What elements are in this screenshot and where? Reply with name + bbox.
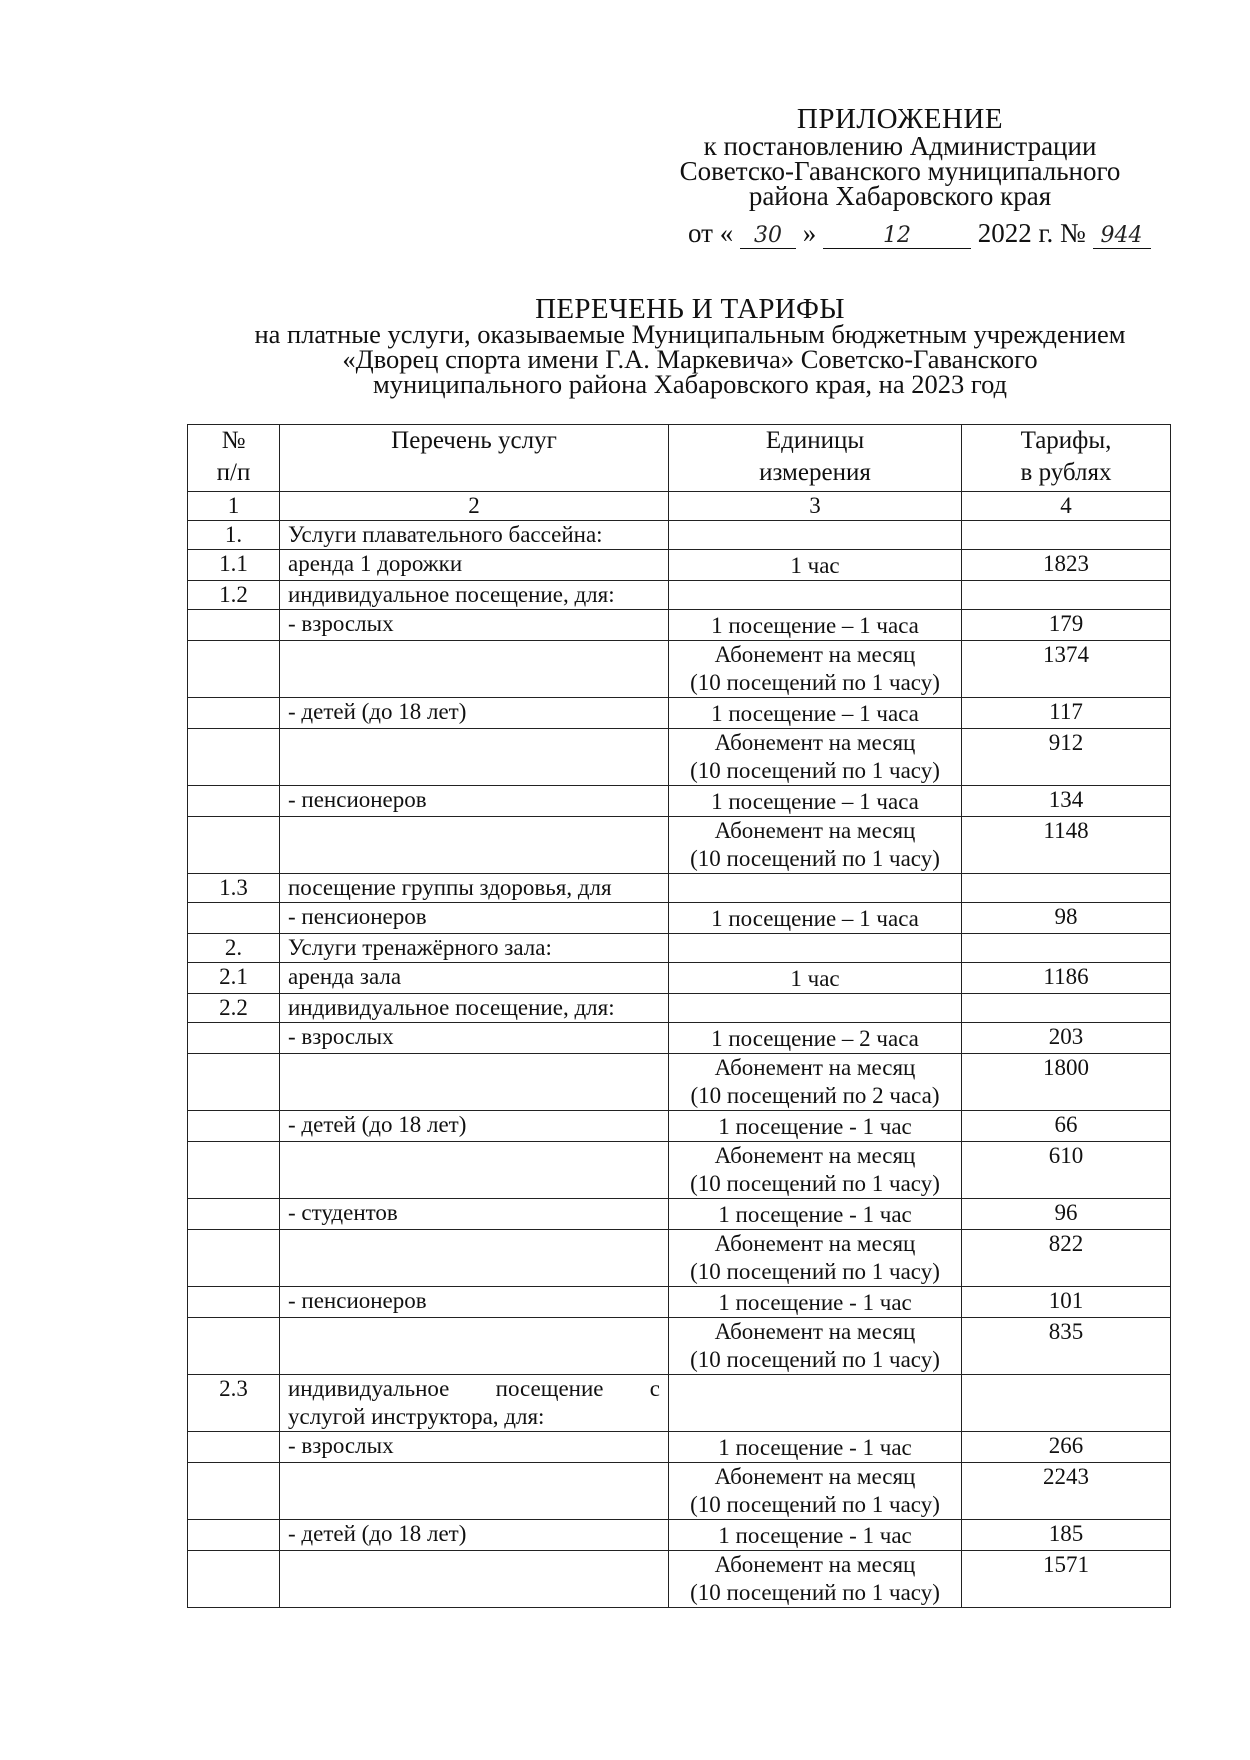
row-number	[188, 1023, 280, 1054]
row-number	[188, 1230, 280, 1287]
table-row	[188, 1142, 1171, 1199]
unit-of-measure: 1 час	[669, 550, 962, 581]
row-number	[188, 641, 280, 698]
service-name	[280, 1054, 669, 1111]
unit-line: Абонемент на месяц	[714, 1231, 916, 1256]
unit-of-measure: 1 посещение – 1 часа	[669, 698, 962, 729]
table-row	[188, 1111, 1171, 1142]
resolution-dateline	[688, 218, 1151, 249]
column-index: 4	[962, 492, 1171, 521]
table-row	[188, 1199, 1171, 1230]
row-number	[188, 786, 280, 817]
row-number: 1.	[188, 521, 280, 550]
appendix-block	[640, 104, 1160, 209]
unit-of-measure	[669, 641, 962, 698]
row-number	[188, 817, 280, 874]
table-row	[188, 1023, 1171, 1054]
unit-of-measure	[669, 994, 962, 1023]
service-name: индивидуальное посещение с услугой инструктора, для:	[280, 1375, 669, 1432]
service-name: - пенсионеров	[280, 1287, 669, 1318]
table-row	[188, 550, 1171, 581]
table-row	[188, 786, 1171, 817]
row-number	[188, 1111, 280, 1142]
tariff-price: 1186	[962, 963, 1171, 994]
tariff-price: 1571	[962, 1551, 1171, 1608]
tariff-price	[962, 1375, 1171, 1432]
service-name	[280, 729, 669, 786]
tariff-price: 98	[962, 903, 1171, 934]
subtitle-line: «Дворец спорта имени Г.А. Маркевича» Советско-Гаванского	[342, 344, 1038, 374]
column-index: 1	[188, 492, 280, 521]
header-num-line: п/п	[216, 459, 251, 486]
unit-of-measure	[669, 1142, 962, 1199]
service-name: - детей (до 18 лет)	[280, 698, 669, 729]
table-row	[188, 581, 1171, 610]
row-number	[188, 1520, 280, 1551]
service-name: посещение группы здоровья, для	[280, 874, 669, 903]
row-number: 2.3	[188, 1375, 280, 1432]
row-number: 1.2	[188, 581, 280, 610]
table-header-row	[188, 425, 1171, 492]
unit-of-measure: 1 посещение - 1 час	[669, 1199, 962, 1230]
service-name: индивидуальное посещение, для:	[280, 994, 669, 1023]
table-row	[188, 963, 1171, 994]
row-number: 1.3	[188, 874, 280, 903]
tariff-price: 1148	[962, 817, 1171, 874]
service-name: - студентов	[280, 1199, 669, 1230]
date-mid: »	[802, 218, 817, 248]
table-row	[188, 1520, 1171, 1551]
unit-of-measure	[669, 521, 962, 550]
service-name: аренда зала	[280, 963, 669, 994]
service-name: - детей (до 18 лет)	[280, 1520, 669, 1551]
unit-line: Абонемент на месяц	[714, 1055, 916, 1080]
header-unit-line: Единицы	[765, 427, 865, 454]
service-name: - взрослых	[280, 1432, 669, 1463]
table-row	[188, 934, 1171, 963]
unit-of-measure	[669, 1463, 962, 1520]
row-number	[188, 1142, 280, 1199]
row-number	[188, 729, 280, 786]
unit-of-measure	[669, 1230, 962, 1287]
tariff-price	[962, 934, 1171, 963]
tariff-price: 610	[962, 1142, 1171, 1199]
row-number	[188, 903, 280, 934]
service-name	[280, 817, 669, 874]
unit-of-measure: 1 посещение - 1 час	[669, 1432, 962, 1463]
service-name	[280, 1230, 669, 1287]
row-number: 2.2	[188, 994, 280, 1023]
header-num	[188, 425, 280, 492]
unit-line: Абонемент на месяц	[714, 730, 916, 755]
tariff-price: 134	[962, 786, 1171, 817]
row-number	[188, 1463, 280, 1520]
tariff-price: 203	[962, 1023, 1171, 1054]
unit-line: (10 посещений по 1 часу)	[690, 758, 940, 783]
unit-line: Абонемент на месяц	[714, 642, 916, 667]
column-index: 3	[669, 492, 962, 521]
unit-line: (10 посещений по 2 часа)	[690, 1083, 940, 1108]
service-name: индивидуальное посещение, для:	[280, 581, 669, 610]
unit-line: Абонемент на месяц	[714, 1464, 916, 1489]
unit-of-measure	[669, 1054, 962, 1111]
table-row	[188, 1432, 1171, 1463]
service-name	[280, 641, 669, 698]
unit-line: (10 посещений по 1 часу)	[690, 1492, 940, 1517]
tariff-price: 266	[962, 1432, 1171, 1463]
appendix-line: к постановлению Администрации	[703, 131, 1097, 161]
table-row	[188, 641, 1171, 698]
unit-line: (10 посещений по 1 часу)	[690, 1347, 940, 1372]
unit-line: Абонемент на месяц	[714, 1319, 916, 1344]
tariff-price	[962, 874, 1171, 903]
column-index-row	[188, 492, 1171, 521]
table-row	[188, 610, 1171, 641]
tariff-price: 96	[962, 1199, 1171, 1230]
table-row	[188, 1375, 1171, 1432]
date-day-handwritten: 30	[740, 224, 796, 249]
unit-of-measure	[669, 1551, 962, 1608]
table-row	[188, 1287, 1171, 1318]
tariff-price	[962, 521, 1171, 550]
unit-of-measure: 1 посещение – 1 часа	[669, 903, 962, 934]
date-month-handwritten: 12	[823, 224, 971, 249]
document-title: ПЕРЕЧЕНЬ И ТАРИФЫ	[535, 293, 845, 325]
unit-line: (10 посещений по 1 часу)	[690, 1171, 940, 1196]
tariff-price: 1823	[962, 550, 1171, 581]
unit-of-measure: 1 посещение - 1 час	[669, 1520, 962, 1551]
row-number	[188, 610, 280, 641]
resolution-number-handwritten: 944	[1093, 224, 1151, 249]
unit-of-measure: 1 посещение – 1 часа	[669, 786, 962, 817]
service-name: - взрослых	[280, 1023, 669, 1054]
unit-of-measure: 1 посещение – 1 часа	[669, 610, 962, 641]
unit-line: (10 посещений по 1 часу)	[690, 670, 940, 695]
appendix-line: Советско-Гаванского муниципального	[679, 156, 1121, 186]
subtitle-line: муниципального района Хабаровского края, на 2023 год	[372, 369, 1008, 399]
table-row	[188, 874, 1171, 903]
document-subtitle	[170, 319, 1210, 399]
unit-of-measure: 1 час	[669, 963, 962, 994]
header-name: Перечень услуг	[280, 425, 669, 492]
header-price	[962, 425, 1171, 492]
service-name: - взрослых	[280, 610, 669, 641]
service-name	[280, 1318, 669, 1375]
subtitle-line: на платные услуги, оказываемые Муниципальным бюджетным учреждением	[254, 319, 1126, 349]
appendix-line: района Хабаровского края	[748, 181, 1052, 211]
header-price-line: Тарифы,	[1020, 427, 1112, 454]
unit-line: (10 посещений по 1 часу)	[690, 846, 940, 871]
table-row	[188, 817, 1171, 874]
row-number: 2.	[188, 934, 280, 963]
table-row	[188, 994, 1171, 1023]
row-number	[188, 1054, 280, 1111]
row-number	[188, 1551, 280, 1608]
unit-of-measure	[669, 817, 962, 874]
row-number: 2.1	[188, 963, 280, 994]
unit-line: (10 посещений по 1 часу)	[690, 1259, 940, 1284]
tariff-price: 185	[962, 1520, 1171, 1551]
service-name: - детей (до 18 лет)	[280, 1111, 669, 1142]
unit-of-measure	[669, 1318, 962, 1375]
service-name: Услуги плавательного бассейна:	[280, 521, 669, 550]
unit-of-measure	[669, 581, 962, 610]
header-unit	[669, 425, 962, 492]
tariff-price: 1800	[962, 1054, 1171, 1111]
row-number	[188, 1199, 280, 1230]
unit-line: (10 посещений по 1 часу)	[690, 1580, 940, 1605]
row-number	[188, 1318, 280, 1375]
row-number	[188, 1287, 280, 1318]
tariff-price: 117	[962, 698, 1171, 729]
date-year: 2022 г. №	[977, 218, 1086, 248]
unit-line: Абонемент на месяц	[714, 818, 916, 843]
service-name	[280, 1551, 669, 1608]
unit-line: Абонемент на месяц	[714, 1143, 916, 1168]
unit-of-measure: 1 посещение - 1 час	[669, 1111, 962, 1142]
date-prefix: от «	[688, 218, 734, 248]
service-name: Услуги тренажёрного зала:	[280, 934, 669, 963]
row-number	[188, 1432, 280, 1463]
tariff-price: 835	[962, 1318, 1171, 1375]
tariff-price: 101	[962, 1287, 1171, 1318]
tariff-price: 1374	[962, 641, 1171, 698]
unit-of-measure	[669, 729, 962, 786]
service-name	[280, 1463, 669, 1520]
tariff-price	[962, 994, 1171, 1023]
service-name: - пенсионеров	[280, 903, 669, 934]
unit-of-measure	[669, 934, 962, 963]
table-row	[188, 1318, 1171, 1375]
tariff-price: 822	[962, 1230, 1171, 1287]
table-row	[188, 903, 1171, 934]
header-unit-line: измерения	[759, 459, 871, 486]
row-number: 1.1	[188, 550, 280, 581]
table-row	[188, 1230, 1171, 1287]
unit-line: Абонемент на месяц	[714, 1552, 916, 1577]
unit-of-measure: 1 посещение - 1 час	[669, 1287, 962, 1318]
column-index: 2	[280, 492, 669, 521]
appendix-title: ПРИЛОЖЕНИЕ	[796, 103, 1004, 135]
tariff-price: 66	[962, 1111, 1171, 1142]
unit-of-measure: 1 посещение – 2 часа	[669, 1023, 962, 1054]
header-price-line: в рублях	[1020, 459, 1112, 486]
tariff-price: 912	[962, 729, 1171, 786]
tariff-price: 2243	[962, 1463, 1171, 1520]
tariff-price	[962, 581, 1171, 610]
tariffs-table	[187, 424, 1171, 1608]
tariffs-body	[188, 521, 1171, 1608]
service-name: - пенсионеров	[280, 786, 669, 817]
table-row	[188, 1463, 1171, 1520]
table-row	[188, 1551, 1171, 1608]
table-row	[188, 698, 1171, 729]
service-name	[280, 1142, 669, 1199]
unit-of-measure	[669, 874, 962, 903]
unit-of-measure	[669, 1375, 962, 1432]
table-row	[188, 1054, 1171, 1111]
table-row	[188, 521, 1171, 550]
tariff-price: 179	[962, 610, 1171, 641]
service-name: аренда 1 дорожки	[280, 550, 669, 581]
header-num-line: №	[221, 427, 246, 454]
table-row	[188, 729, 1171, 786]
row-number	[188, 698, 280, 729]
